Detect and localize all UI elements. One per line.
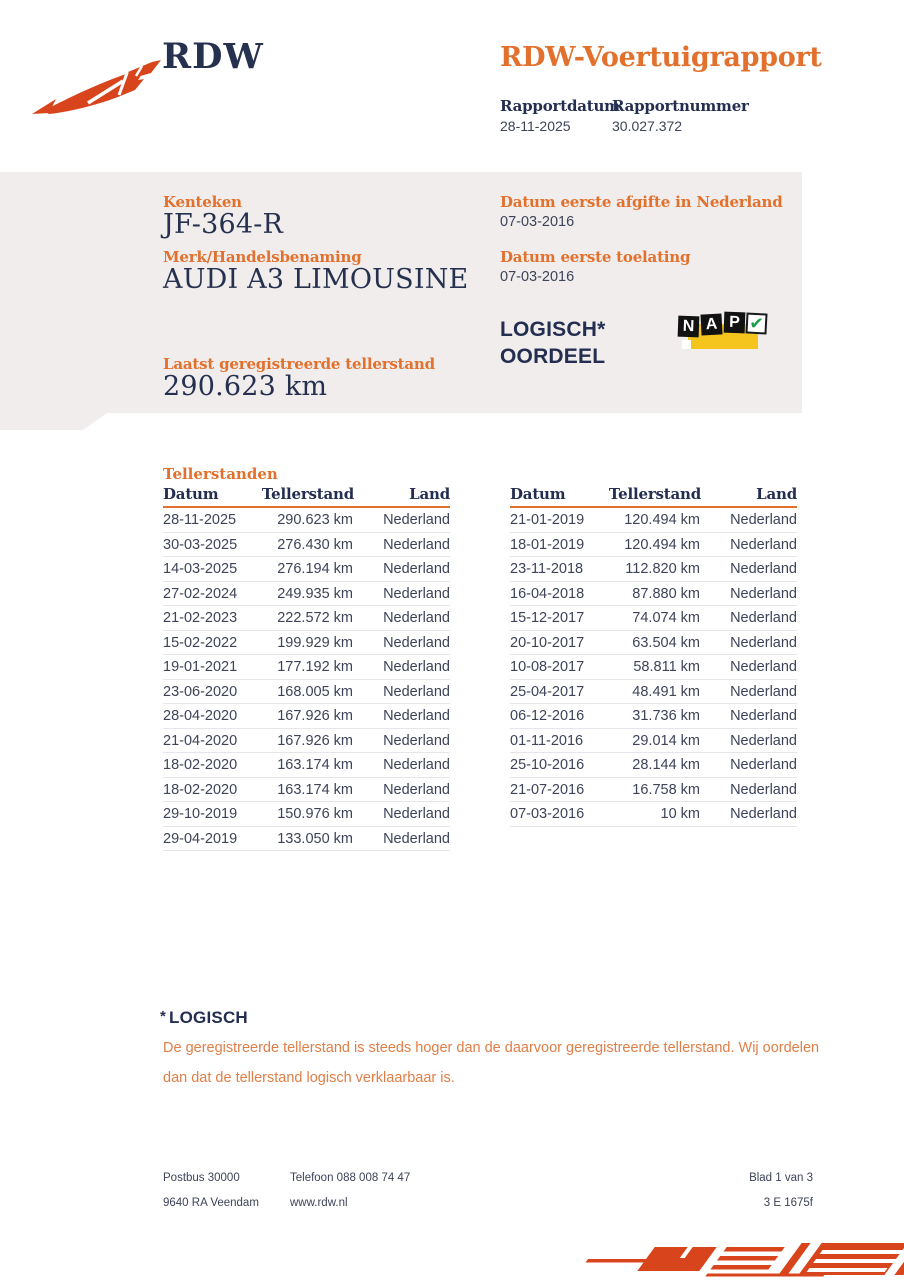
row-country: Nederland — [730, 536, 797, 553]
row-country: Nederland — [730, 512, 797, 528]
row-odometer: 150.976 km — [277, 806, 353, 822]
row-date: 29-10-2019 — [163, 806, 238, 822]
report-date-label: Rapportdatum — [500, 97, 620, 115]
row-odometer: 28.144 km — [632, 757, 700, 773]
row-odometer: 199.929 km — [277, 634, 353, 651]
row-odometer: 167.926 km — [277, 708, 353, 724]
row-country: Nederland — [730, 806, 797, 822]
table-row — [510, 778, 797, 803]
table-row — [510, 753, 797, 778]
table-row — [163, 827, 450, 852]
row-date: 15-12-2017 — [510, 610, 585, 626]
row-country: Nederland — [730, 781, 797, 798]
afgifte-value: 07-03-2016 — [500, 214, 575, 230]
rdw-feather-logo-icon — [30, 50, 162, 120]
row-odometer: 120.494 km — [624, 536, 700, 553]
footnote-title-text: LOGISCH — [169, 1008, 248, 1027]
row-country: Nederland — [730, 561, 797, 577]
nap-checkmark-icon: ✔ — [745, 312, 767, 334]
nap-letter-a: A — [700, 313, 722, 335]
row-country: Nederland — [383, 634, 450, 651]
table-header-row — [510, 485, 797, 508]
nap-logo — [678, 310, 768, 358]
row-odometer: 87.880 km — [632, 585, 700, 602]
footer-page-number: Blad 1 van 3 — [749, 1172, 813, 1184]
row-odometer: 10 km — [660, 806, 700, 822]
table-row — [163, 729, 450, 754]
footnote-asterisk: * — [160, 1008, 167, 1025]
row-odometer: 63.504 km — [632, 634, 700, 651]
nap-letter-p: P — [724, 312, 746, 334]
row-country: Nederland — [383, 561, 450, 577]
table-row — [163, 557, 450, 582]
table-row — [163, 533, 450, 558]
row-country: Nederland — [383, 659, 450, 675]
row-odometer: 16.758 km — [632, 781, 700, 798]
table-row — [163, 680, 450, 705]
footnote-text: De geregistreerde tellerstand is steeds hoger dan de daarvoor geregistreerde tellerstand. Wij oordelen dan dat de tellerstand logisch verklaarbaar is. — [163, 1040, 820, 1086]
row-country: Nederland — [383, 585, 450, 602]
row-odometer: 249.935 km — [277, 585, 353, 602]
tellerstand-table-left — [163, 485, 450, 851]
row-date: 28-04-2020 — [163, 708, 238, 724]
row-odometer: 163.174 km — [277, 757, 353, 773]
verdict-line-1: LOGISCH* — [500, 318, 606, 341]
row-date: 15-02-2022 — [163, 634, 238, 651]
row-date: 25-10-2016 — [510, 757, 585, 773]
table-row — [510, 802, 797, 827]
table-row — [510, 655, 797, 680]
footer-address-line1: Postbus 30000 — [163, 1172, 240, 1184]
row-country: Nederland — [383, 732, 450, 749]
column-header: Datum — [163, 485, 219, 503]
row-country: Nederland — [383, 708, 450, 724]
row-odometer: 31.736 km — [632, 708, 700, 724]
footer-document-code: 3 E 1675f — [763, 1197, 813, 1209]
row-odometer: 163.174 km — [277, 781, 353, 798]
merk-label: Merk/Handelsbenaming — [163, 248, 362, 266]
kenteken-value: JF-364-R — [163, 209, 284, 240]
kenteken-label: Kenteken — [163, 193, 242, 211]
column-header: Tellerstand — [261, 485, 355, 503]
row-date: 25-04-2017 — [510, 683, 585, 700]
table-row — [163, 778, 450, 803]
row-odometer: 290.623 km — [277, 512, 353, 528]
row-country: Nederland — [383, 610, 450, 626]
row-date: 16-04-2018 — [510, 585, 585, 602]
row-odometer: 120.494 km — [624, 512, 700, 528]
column-header: Land — [409, 485, 450, 503]
row-date: 07-03-2016 — [510, 806, 585, 822]
row-date: 20-10-2017 — [510, 634, 585, 651]
table-row — [163, 655, 450, 680]
tellerstanden-section-title: Tellerstanden — [163, 465, 278, 483]
row-odometer: 167.926 km — [277, 732, 353, 749]
row-odometer: 112.820 km — [625, 561, 700, 577]
tellerstanden-tables — [163, 485, 797, 851]
row-date: 29-04-2019 — [163, 830, 238, 847]
merk-value: AUDI A3 LIMOUSINE — [163, 264, 469, 295]
toelating-value: 07-03-2016 — [500, 269, 575, 285]
row-odometer: 74.074 km — [632, 610, 700, 626]
row-country: Nederland — [383, 512, 450, 528]
table-row — [510, 557, 797, 582]
table-row — [163, 753, 450, 778]
row-country: Nederland — [730, 659, 797, 675]
row-odometer: 168.005 km — [277, 683, 353, 700]
footnote-title — [160, 1008, 248, 1028]
row-country: Nederland — [730, 708, 797, 724]
row-date: 19-01-2021 — [163, 659, 238, 675]
row-country: Nederland — [383, 757, 450, 773]
nap-letter-n: N — [678, 316, 700, 338]
row-date: 21-01-2019 — [510, 512, 585, 528]
row-country: Nederland — [730, 683, 797, 700]
row-date: 18-01-2019 — [510, 536, 585, 553]
row-date: 14-03-2025 — [163, 561, 238, 577]
laatste-tellerstand-value: 290.623 km — [163, 371, 328, 402]
row-country: Nederland — [730, 634, 797, 651]
report-date-value: 28-11-2025 — [500, 118, 571, 134]
row-odometer: 276.430 km — [277, 536, 353, 553]
table-row — [510, 533, 797, 558]
row-date: 21-07-2016 — [510, 781, 585, 798]
report-number-value: 30.027.372 — [612, 118, 683, 134]
verdict-line-2: OORDEEL — [500, 345, 606, 368]
laatste-tellerstand-label: Laatst geregistreerde tellerstand — [163, 355, 435, 373]
table-row — [510, 729, 797, 754]
table-row — [510, 606, 797, 631]
row-country: Nederland — [730, 732, 797, 749]
row-country: Nederland — [730, 585, 797, 602]
table-row — [163, 631, 450, 656]
row-date: 30-03-2025 — [163, 536, 238, 553]
table-row — [510, 582, 797, 607]
page-title: RDW-Voertuigrapport — [500, 42, 822, 73]
row-odometer: 177.192 km — [277, 659, 353, 675]
column-header: Datum — [510, 485, 566, 503]
row-date: 28-11-2025 — [163, 512, 237, 528]
nap-white-square — [682, 340, 691, 349]
row-date: 18-02-2020 — [163, 757, 238, 773]
table-row — [163, 582, 450, 607]
rdw-speedlines-artwork-icon — [540, 1237, 904, 1280]
row-country: Nederland — [383, 536, 450, 553]
footer-address-line2: 9640 RA Veendam — [163, 1197, 259, 1209]
row-date: 27-02-2024 — [163, 585, 238, 602]
footer-website: www.rdw.nl — [290, 1197, 348, 1209]
row-date: 23-11-2018 — [510, 561, 584, 577]
row-date: 18-02-2020 — [163, 781, 238, 798]
row-country: Nederland — [730, 610, 797, 626]
table-row — [510, 704, 797, 729]
column-header: Land — [756, 485, 797, 503]
table-row — [163, 704, 450, 729]
row-date: 01-11-2016 — [510, 732, 584, 749]
row-odometer: 276.194 km — [277, 561, 353, 577]
row-country: Nederland — [383, 806, 450, 822]
table-row — [163, 606, 450, 631]
verdict-text — [500, 316, 605, 370]
table-row — [163, 508, 450, 533]
row-date: 21-04-2020 — [163, 732, 238, 749]
table-row — [163, 802, 450, 827]
row-odometer: 133.050 km — [277, 830, 353, 847]
row-date: 10-08-2017 — [510, 659, 585, 675]
row-odometer: 29.014 km — [632, 732, 700, 749]
table-row — [510, 508, 797, 533]
row-country: Nederland — [730, 757, 797, 773]
row-country: Nederland — [383, 683, 450, 700]
afgifte-label: Datum eerste afgifte in Nederland — [500, 193, 783, 211]
row-odometer: 48.491 km — [632, 683, 700, 700]
footer-phone: Telefoon 088 008 74 47 — [290, 1172, 411, 1184]
row-odometer: 58.811 km — [633, 659, 700, 675]
rdw-wordmark: RDW — [162, 36, 264, 77]
table-row — [510, 680, 797, 705]
row-country: Nederland — [383, 830, 450, 847]
row-country: Nederland — [383, 781, 450, 798]
table-row — [510, 631, 797, 656]
toelating-label: Datum eerste toelating — [500, 248, 691, 266]
row-odometer: 222.572 km — [277, 610, 353, 626]
report-number-label: Rapportnummer — [612, 97, 749, 115]
row-date: 21-02-2023 — [163, 610, 238, 626]
tellerstand-table-right — [510, 485, 797, 851]
column-header: Tellerstand — [608, 485, 702, 503]
row-date: 06-12-2016 — [510, 708, 585, 724]
table-header-row — [163, 485, 450, 508]
row-date: 23-06-2020 — [163, 683, 238, 700]
